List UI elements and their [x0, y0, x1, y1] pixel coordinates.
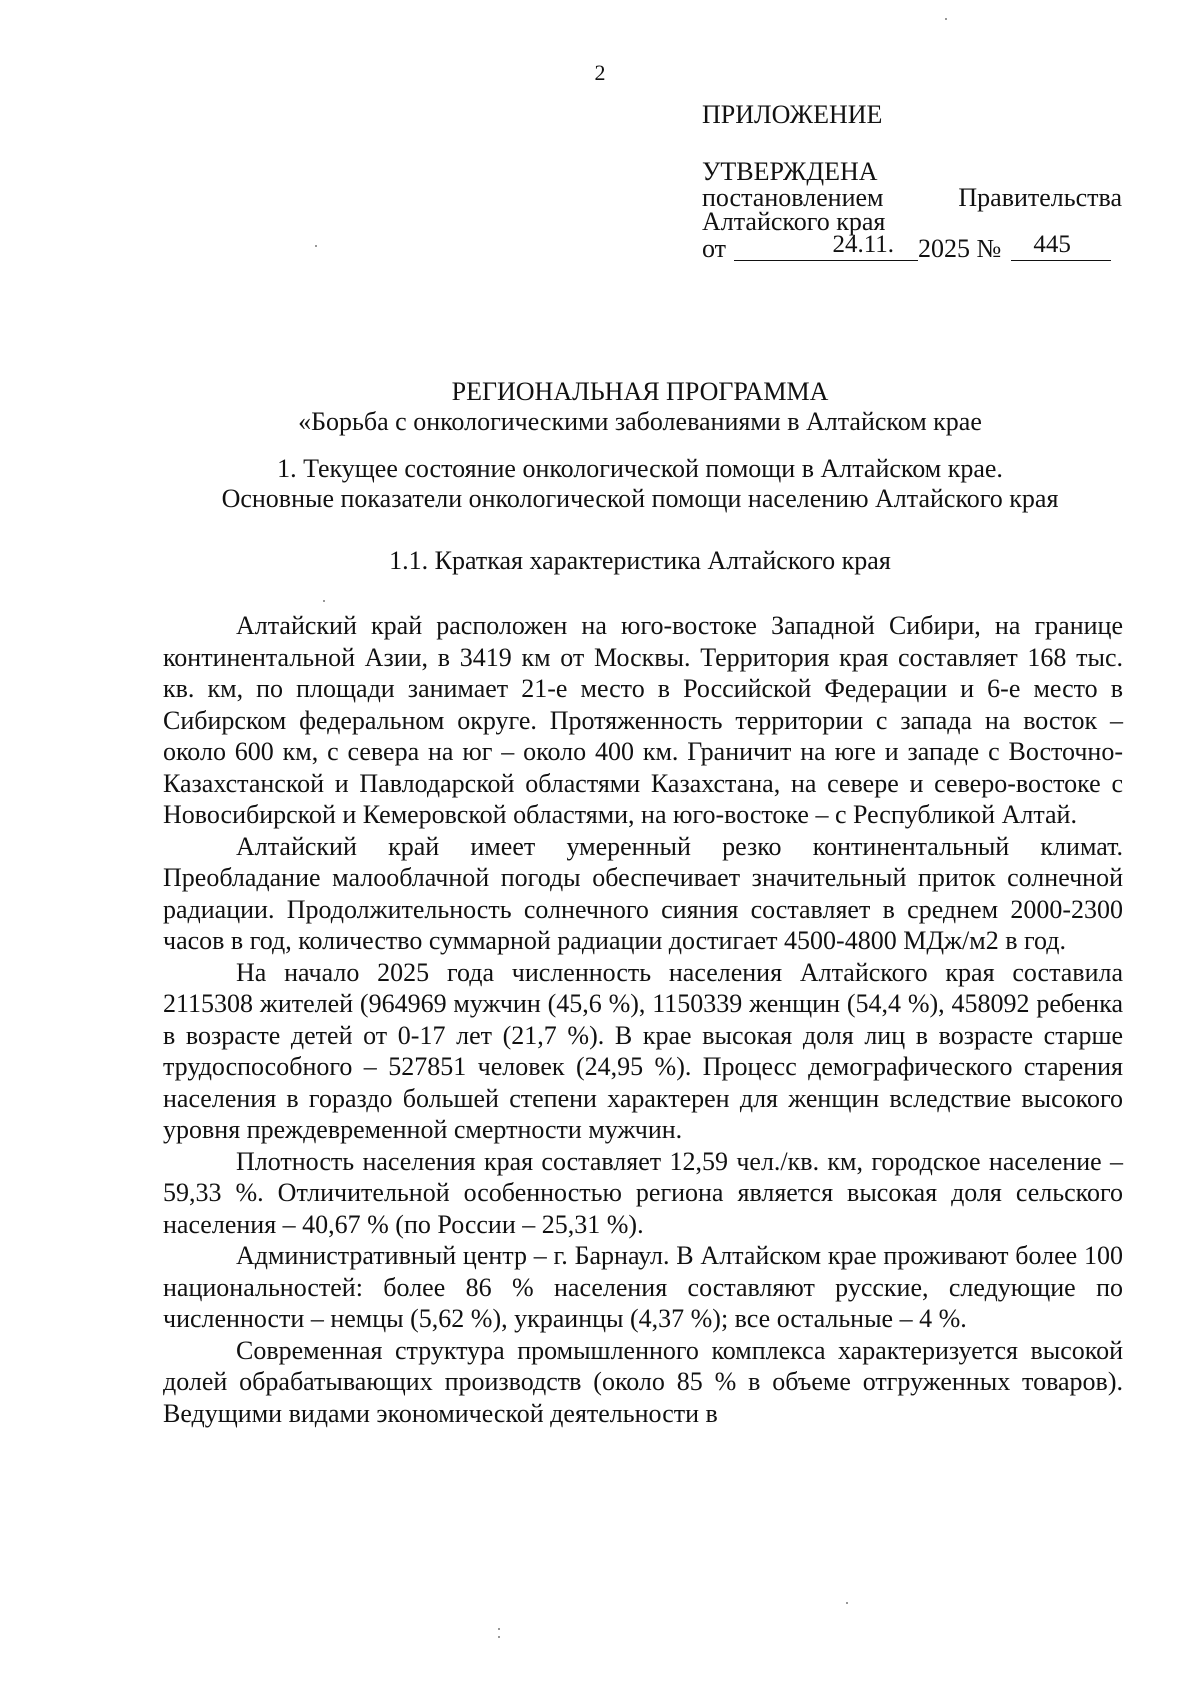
paragraph-population: На начало 2025 года численность населения Алтайского края составила 2115308 жителей (964969 мужчин (45,6 %), 1150339 женщин (54,4 %), 458092 ребенка в возрасте детей от 0-17 лет (21,7 %). В крае высокая доля лиц в возрасте старше трудоспособного – 527851 человек (24,95 %). Процесс демографического старения населения в гораздо большей степени характерен для женщин вследствие высокого уровня преждевременной смертности мужчин. — [163, 957, 1123, 1144]
region-line: Алтайского края — [702, 207, 886, 236]
date-blank — [734, 231, 918, 261]
from-prefix: от — [702, 234, 727, 263]
government-word: Правительства — [958, 183, 1122, 212]
year-label: 2025 № — [918, 234, 1002, 263]
paragraph-nationalities: Административный центр – г. Барнаул. В Алтайском крае проживают более 100 национальностей: более 86 % населения составляют русские, следующие по численности – немцы (5,62 %), украинцы (4,37 %); все остальные – 4 %. — [163, 1241, 1123, 1333]
scan-speck — [846, 1602, 848, 1604]
scan-speck — [945, 18, 947, 20]
scan-speck — [498, 1628, 500, 1630]
paragraph-density: Плотность населения края составляет 12,59 чел./кв. км, городское население – 59,33 %. Отличительной особенностью региона является высокая доля сельского населения – 40,67 % (по России – 25,31 %). — [163, 1146, 1123, 1239]
body-text — [163, 610, 1123, 1429]
scan-speck — [498, 1636, 500, 1638]
page-number: 2 — [594, 60, 606, 85]
paragraph-industry: Современная структура промышленного комплекса характеризуется высокой долей обрабатывающих производств (около 85 % в объеме отгруженных товаров). Ведущими видами экономической деятельности в — [163, 1335, 1123, 1428]
number-blank — [1011, 231, 1111, 261]
section-heading — [150, 454, 1130, 514]
program-heading — [150, 377, 1130, 437]
approval-block — [702, 102, 1122, 261]
number-value: 445 — [1033, 231, 1071, 258]
scan-speck — [315, 245, 317, 247]
program-title: РЕГИОНАЛЬНАЯ ПРОГРАММА — [451, 377, 829, 406]
scan-speck — [323, 600, 325, 602]
subsection-heading: 1.1. Краткая характеристика Алтайского края — [389, 546, 891, 575]
paragraph-climate: Алтайский край имеет умеренный резко континентальный климат. Преобладание малооблачной погоды обеспечивает значительный приток солнечной радиации. Продолжительность солнечного сияния составляет в среднем 2000-2300 часов в год, количество суммарной радиации достигает 4500-4800 МДж/м2 в год. — [163, 831, 1123, 955]
resolution-word: постановлением — [702, 183, 884, 212]
appendix-label: ПРИЛОЖЕНИЕ — [702, 100, 883, 129]
approved-label: УТВЕРЖДЕНА — [702, 157, 878, 186]
date-value: 24.11. — [832, 231, 895, 258]
section-heading-line2: Основные показатели онкологической помощи населению Алтайского края — [221, 484, 1059, 513]
section-heading-line1: 1. Текущее состояние онкологической помощи в Алтайском крае. — [277, 454, 1003, 483]
date-line — [702, 231, 1122, 263]
paragraph-geography: Алтайский край расположен на юго-востоке Западной Сибири, на границе континентальной Азии, в 3419 км от Москвы. Территория края составляет 168 тыс. кв. км, по площади занимает 21-е место в Российской Федерации и 6-е место в Сибирском федеральном округе. Протяженность территории с запада на восток – около 600 км, с севера на юг – около 400 км. Граничит на юге и западе с Восточно-Казахстанской и Павлодарской областями Казахстана, на севере и северо-востоке с Новосибирской и Кемеровской областями, на юго-востоке – с Республикой Алтай. — [163, 611, 1123, 829]
program-name: «Борьба с онкологическими заболеваниями в Алтайском крае — [298, 407, 982, 436]
